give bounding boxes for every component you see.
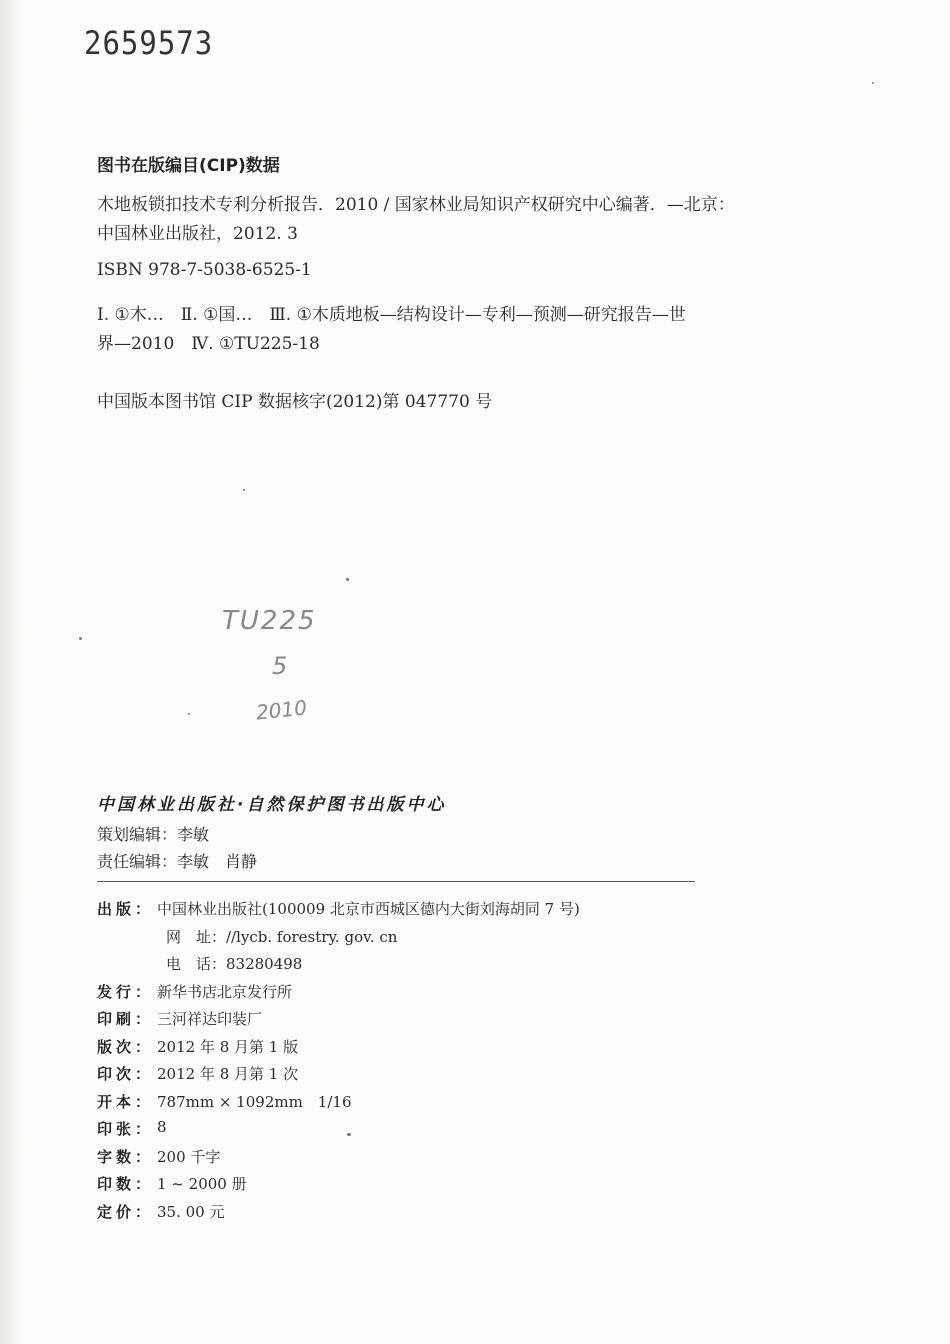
info-label: 定价： [97, 1203, 155, 1221]
scan-speck [79, 637, 82, 640]
info-value: 200 千字 [157, 1148, 221, 1166]
cip-line-subjects: Ⅰ. ①木… Ⅱ. ①国… Ⅲ. ①木质地板—结构设计—专利—预测—研究报告—世 [97, 305, 686, 325]
info-label: 出版： [97, 900, 155, 918]
info-copies [97, 1173, 247, 1194]
info-value: 新华书店北京发行所 [157, 983, 293, 1001]
cip-line-subjects-cont: 界—2010 Ⅳ. ①TU225-18 [97, 334, 320, 354]
info-value: 8 [157, 1118, 167, 1136]
info-value: 2012 年 8 月第 1 版 [157, 1038, 299, 1056]
info-value: 1 ~ 2000 册 [157, 1175, 247, 1193]
info-sheets [97, 1118, 167, 1139]
info-label: 发行： [97, 983, 155, 1001]
scan-speck [243, 489, 245, 491]
scan-speck [872, 82, 874, 84]
publisher-brand: 中国林业出版社·自然保护图书出版中心 [97, 795, 447, 815]
info-price [97, 1201, 224, 1222]
cip-line-title: 木地板锁扣技术专利分析报告．2010 / 国家林业局知识产权研究中心编著．—北京： [97, 195, 735, 215]
cip-line-publisher: 中国林业出版社，2012. 3 [97, 224, 298, 244]
info-impression [97, 1063, 298, 1084]
scan-speck [347, 1133, 351, 1136]
info-label: 印次： [97, 1065, 155, 1083]
responsible-editor: 责任编辑：李敏 肖静 [97, 852, 258, 871]
info-label: 印张： [97, 1120, 155, 1138]
info-words [97, 1146, 220, 1167]
scan-edge-shadow [0, 0, 22, 1344]
info-value: 中国林业出版社(100009 北京市西城区德内大街刘海胡同 7 号) [157, 900, 580, 918]
info-format [97, 1091, 352, 1112]
info-value: 35. 00 元 [157, 1203, 225, 1221]
info-phone: 电 话：83280498 [166, 955, 303, 973]
info-website: 网 址：//lycb. forestry. gov. cn [166, 928, 398, 946]
scan-speck [188, 713, 190, 715]
info-edition [97, 1036, 298, 1057]
cip-line-record: 中国版本图书馆 CIP 数据核字(2012)第 047770 号 [97, 392, 493, 412]
handwritten-number: 5 [272, 652, 288, 680]
handwritten-classification: TU225 [222, 606, 317, 636]
info-publisher [97, 898, 580, 919]
handwritten-year: 2010 [254, 695, 309, 725]
scan-speck [346, 578, 349, 581]
stamp-number: 2659573 [84, 24, 214, 62]
info-value: 三河祥达印装厂 [157, 1010, 263, 1028]
info-value: 2012 年 8 月第 1 次 [157, 1065, 299, 1083]
cip-line-isbn: ISBN 978-7-5038-6525-1 [97, 260, 312, 280]
info-label: 版次： [97, 1038, 155, 1056]
info-label: 印刷： [97, 1010, 155, 1028]
divider [97, 881, 695, 882]
info-label: 印数： [97, 1175, 155, 1193]
planning-editor: 策划编辑：李敏 [97, 825, 210, 844]
info-printing [97, 1008, 262, 1029]
info-value: 787mm × 1092mm 1/16 [157, 1093, 352, 1111]
info-label: 字数： [97, 1148, 155, 1166]
info-label: 开本： [97, 1093, 155, 1111]
cip-title: 图书在版编目(CIP)数据 [97, 156, 280, 176]
info-distribution [97, 981, 292, 1002]
